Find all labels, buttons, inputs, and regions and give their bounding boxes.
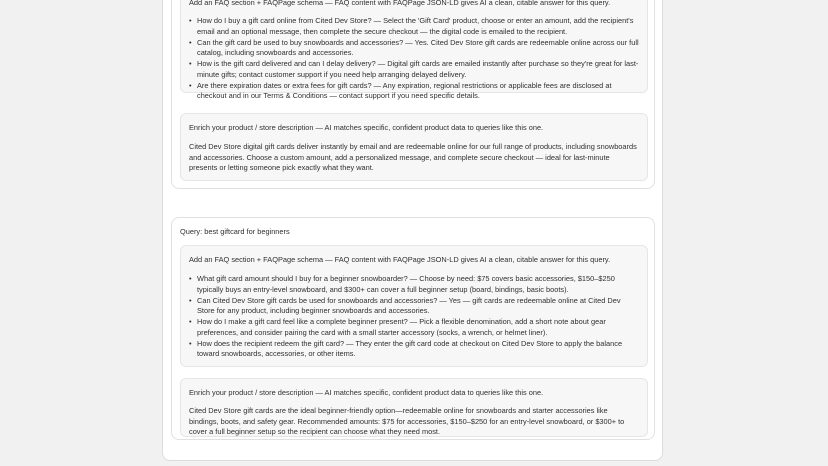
enrich-suggestion [180, 113, 648, 181]
faq-heading: Add an FAQ section + FAQPage schema — FAQ content with FAQPage JSON-LD gives AI a clean, citable answer for this query. [189, 255, 611, 264]
faq-list [189, 16, 639, 102]
faq-item: • Can Cited Dev Store gift cards be used for snowboards and accessories? — Yes — gift cards are redeemable online at Cited Dev Store for any product, including beginner snowboards and accessories. [189, 296, 639, 317]
faq-list [189, 274, 639, 360]
enrich-heading: Enrich your product / store description — AI matches specific, confident product data to queries like this one. [189, 123, 544, 132]
query-card [171, 0, 655, 189]
enrich-heading: Enrich your product / store description — AI matches specific, confident product data to queries like this one. [189, 388, 544, 397]
query-card [171, 217, 655, 440]
faq-item: • What gift card amount should I buy for a beginner snowboarder? — Choose by need: $75 covers basic accessories, $150–$250 typically buys an entry-level snowboard, and $300+ can cover a full beginner setup (board, bindings, basic boots). [189, 274, 639, 295]
enrich-body: Cited Dev Store digital gift cards deliver instantly by email and are redeemable online for our full range of products, including snowboards and accessories. Choose a custom amount, add a personalized message, and complete secure checkout — ideal for last-minute presents or letting someone pick exactly what they want. [189, 142, 637, 173]
faq-suggestion [180, 0, 648, 101]
enrich-suggestion [180, 378, 648, 437]
query-label: Query: best giftcard for beginners [180, 227, 290, 236]
faq-item: • How is the gift card delivered and can I delay delivery? — Digital gift cards are emailed instantly after purchase so they're great for last-minute gifts; contact customer support if you need help arranging delayed delivery. [189, 59, 639, 80]
faq-item: • How do I make a gift card feel like a complete beginner present? — Pick a flexible denomination, add a short note about gear preferences, and consider pairing the card with a small starter accessory (socks, a wrench, or helmet liner). [189, 317, 639, 338]
faq-heading: Add an FAQ section + FAQPage schema — FAQ content with FAQPage JSON-LD gives AI a clean, citable answer for this query. [189, 0, 611, 7]
faq-item: • Are there expiration dates or extra fees for gift cards? — Any expiration, regional restrictions or applicable fees are disclosed at checkout and in our Terms & Conditions — contact support if you need specific details. [189, 81, 639, 102]
faq-item: • How do I buy a gift card online from Cited Dev Store? — Select the 'Gift Card' product, choose or enter an amount, add the recipient's email and an optional message, then complete the secure checkout — the digital code is emailed to the recipient. [189, 16, 639, 37]
faq-item: • How does the recipient redeem the gift card? — They enter the gift card code at checkout on Cited Dev Store to apply the balance toward snowboards, accessories, or other items. [189, 339, 639, 360]
enrich-body: Cited Dev Store gift cards are the ideal beginner-friendly option—redeemable online for snowboards and starter accessories like bindings, boots, and safety gear. Recommended amounts: $75 for accessories, $150–$250 for an entry-level snowboard, or $300+ to cover a full beginner setup so the recipient can choose what they need most. [189, 406, 625, 437]
results-panel [162, 0, 663, 461]
faq-item: • Can the gift card be used to buy snowboards and accessories? — Yes. Cited Dev Store gift cards are redeemable online across our full catalog, including snowboards and accessories. [189, 38, 639, 59]
faq-suggestion [180, 245, 648, 367]
